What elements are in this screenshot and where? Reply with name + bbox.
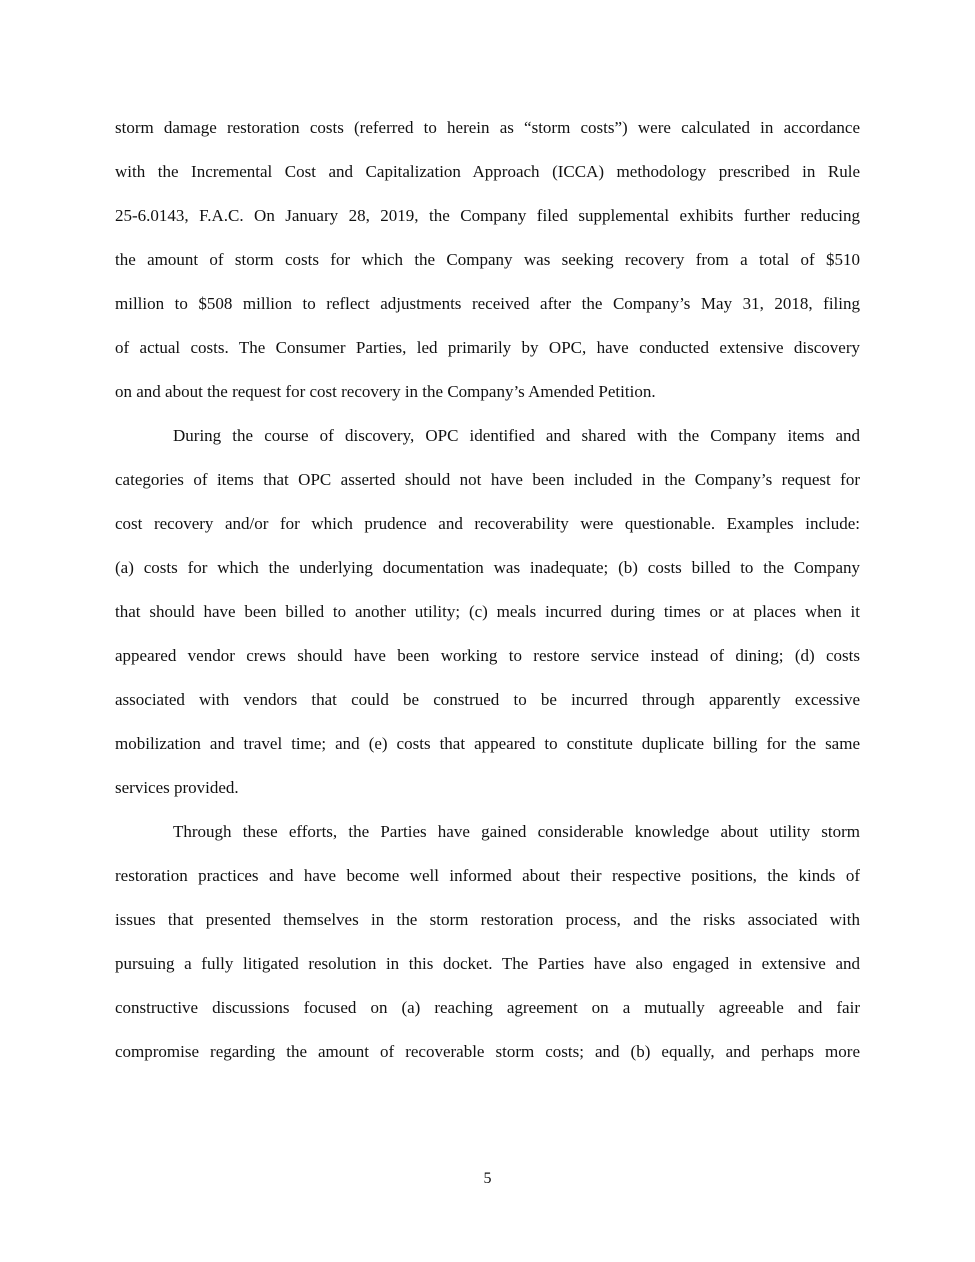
body-text <box>115 114 860 1082</box>
text-line: appeared vendor crews should have been working to restore service instead of dining; (d) costs <box>115 646 860 665</box>
text-line: categories of items that OPC asserted should not have been included in the Company’s request for <box>115 470 860 489</box>
paragraph-discovery <box>115 422 860 818</box>
text-line: 25-6.0143, F.A.C. On January 28, 2019, the Company filed supplemental exhibits further reducing <box>115 206 860 225</box>
text-line: million to $508 million to reflect adjustments received after the Company’s May 31, 2018, filing <box>115 294 860 313</box>
text-line: constructive discussions focused on (a) reaching agreement on a mutually agreeable and fair <box>115 998 860 1017</box>
text-line: services provided. <box>115 778 239 797</box>
text-line: associated with vendors that could be construed to be incurred through apparently excessive <box>115 690 860 709</box>
text-line: compromise regarding the amount of recoverable storm costs; and (b) equally, and perhaps more <box>115 1042 860 1061</box>
text-line: Through these efforts, the Parties have gained considerable knowledge about utility storm <box>173 822 860 841</box>
text-line: cost recovery and/or for which prudence and recoverability were questionable. Examples include: <box>115 514 860 533</box>
text-line: pursuing a fully litigated resolution in this docket. The Parties have also engaged in extensive and <box>115 954 860 973</box>
text-line: on and about the request for cost recovery in the Company’s Amended Petition. <box>115 382 656 401</box>
text-line: (a) costs for which the underlying documentation was inadequate; (b) costs billed to the Company <box>115 558 860 577</box>
text-line: storm damage restoration costs (referred to herein as “storm costs”) were calculated in accordance <box>115 118 860 137</box>
page-number: 5 <box>483 1170 492 1187</box>
text-line: issues that presented themselves in the storm restoration process, and the risks associated with <box>115 910 860 929</box>
text-line: During the course of discovery, OPC identified and shared with the Company items and <box>173 426 860 445</box>
text-line: that should have been billed to another utility; (c) meals incurred during times or at places when it <box>115 602 860 621</box>
paragraph-efforts <box>115 818 860 1082</box>
text-line: restoration practices and have become well informed about their respective positions, the kinds of <box>115 866 860 885</box>
text-line: the amount of storm costs for which the Company was seeking recovery from a total of $510 <box>115 250 860 269</box>
text-line: of actual costs. The Consumer Parties, led primarily by OPC, have conducted extensive discovery <box>115 338 860 357</box>
text-line: with the Incremental Cost and Capitalization Approach (ICCA) methodology prescribed in Rule <box>115 162 860 181</box>
paragraph-storm-costs <box>115 114 860 422</box>
text-line: mobilization and travel time; and (e) costs that appeared to constitute duplicate billing for the same <box>115 734 860 753</box>
